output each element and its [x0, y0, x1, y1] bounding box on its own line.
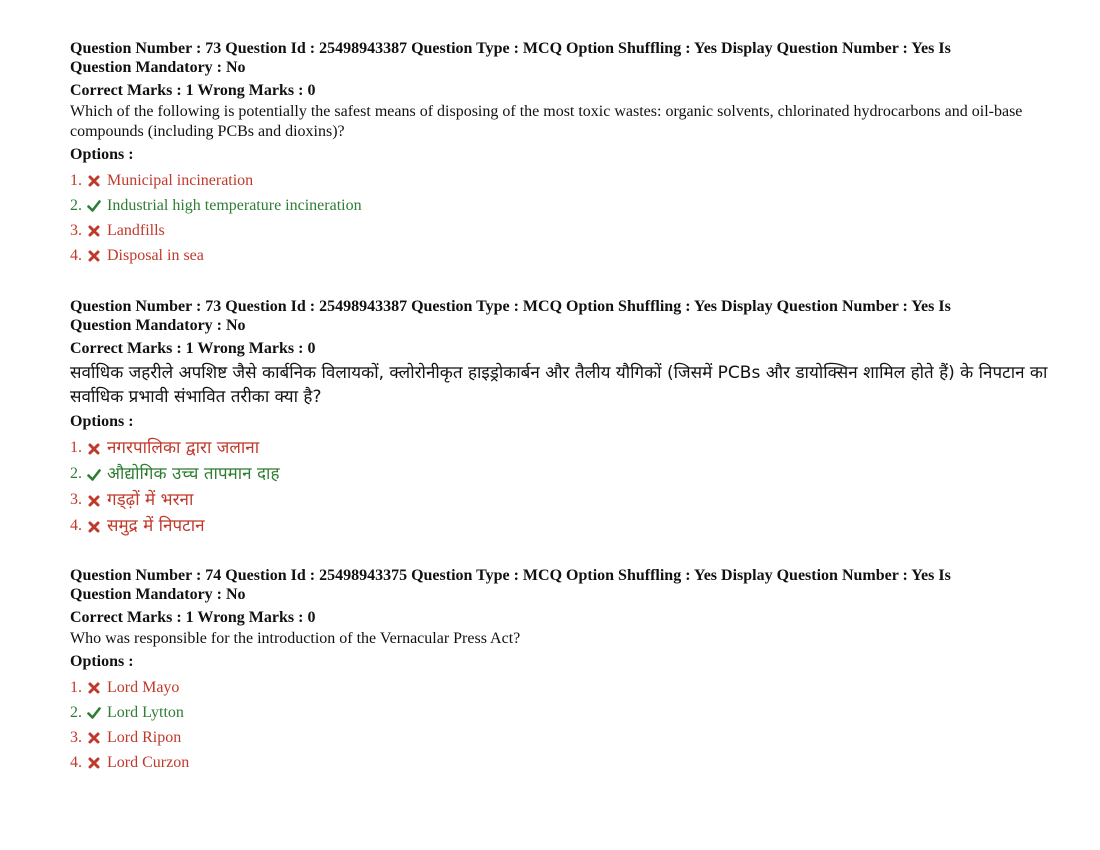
options-list — [70, 168, 1050, 268]
option-item — [70, 461, 1050, 487]
cross-icon — [87, 490, 101, 504]
question-marks: Correct Marks : 1 Wrong Marks : 0 — [70, 340, 316, 357]
option-number: 3. — [70, 729, 82, 746]
cross-icon — [87, 221, 101, 235]
options-label: Options : — [70, 653, 134, 670]
option-text: Lord Curzon — [107, 754, 190, 771]
options-list — [70, 675, 1050, 775]
question-block — [70, 566, 1050, 775]
cross-icon — [87, 728, 101, 742]
option-item — [70, 243, 1050, 268]
option-item — [70, 193, 1050, 218]
question-block — [70, 297, 1050, 539]
option-text: Industrial high temperature incineration — [107, 197, 362, 214]
option-text: Disposal in sea — [107, 247, 204, 264]
question-meta — [70, 566, 1050, 604]
question-block — [70, 39, 1050, 268]
question-meta — [70, 39, 1050, 77]
cross-icon — [87, 246, 101, 260]
option-number: 4. — [70, 517, 82, 534]
question-meta — [70, 297, 1050, 335]
cross-icon — [87, 516, 101, 530]
options-label: Options : — [70, 413, 134, 430]
question-meta-line: Question Number : 73 Question Id : 25498943387 Question Type : MCQ Option Shuffling : Yes Display Question Number : Yes Is — [70, 298, 951, 315]
option-text: समुद्र में निपटान — [107, 516, 205, 536]
option-item — [70, 700, 1050, 725]
option-number: 1. — [70, 439, 82, 456]
question-text: Who was responsible for the introduction of the Vernacular Press Act? — [70, 630, 521, 647]
question-marks: Correct Marks : 1 Wrong Marks : 0 — [70, 609, 316, 626]
option-text: Lord Ripon — [107, 729, 182, 746]
question-text: Which of the following is potentially the safest means of disposing of the most toxic wastes: organic solvents, chlorinated hydrocarbons and oil-base compounds (including PCBs and dioxins)? — [70, 103, 1023, 140]
option-text: Lord Mayo — [107, 679, 180, 696]
check-icon — [87, 464, 101, 478]
option-number: 4. — [70, 247, 82, 264]
option-item — [70, 513, 1050, 539]
options-list — [70, 435, 1050, 539]
option-item — [70, 168, 1050, 193]
question-text: सर्वाधिक जहरीले अपशिष्ट जैसे कार्बनिक विलायकों, क्लोरोनीकृत हाइड्रोकार्बन और तैलीय यौगिकों (जिसमें PCBs और डायोक्सिन शामिल होते हैं) के निपटान का सर्वाधिक प्रभावी संभावित तरीका क्या है? — [70, 363, 1048, 407]
question-meta-line: Question Mandatory : No — [70, 59, 246, 76]
check-icon — [87, 196, 101, 210]
question-meta-line: Question Number : 74 Question Id : 25498943375 Question Type : MCQ Option Shuffling : Yes Display Question Number : Yes Is — [70, 567, 951, 584]
option-text: Municipal incineration — [107, 172, 254, 189]
check-icon — [87, 703, 101, 717]
option-item — [70, 435, 1050, 461]
option-number: 1. — [70, 172, 82, 189]
question-meta-line: Question Mandatory : No — [70, 317, 246, 334]
option-number: 3. — [70, 222, 82, 239]
option-item — [70, 725, 1050, 750]
option-item — [70, 675, 1050, 700]
option-text: गड्ढ़ों में भरना — [107, 490, 194, 510]
cross-icon — [87, 753, 101, 767]
question-meta-line: Question Mandatory : No — [70, 586, 246, 603]
cross-icon — [87, 171, 101, 185]
options-label: Options : — [70, 146, 134, 163]
option-text: नगरपालिका द्वारा जलाना — [107, 438, 260, 458]
option-number: 3. — [70, 491, 82, 508]
cross-icon — [87, 678, 101, 692]
option-number: 2. — [70, 197, 82, 214]
option-text: Landfills — [107, 222, 165, 239]
option-item — [70, 218, 1050, 243]
cross-icon — [87, 438, 101, 452]
option-number: 2. — [70, 704, 82, 721]
option-item — [70, 487, 1050, 513]
option-number: 1. — [70, 679, 82, 696]
question-marks: Correct Marks : 1 Wrong Marks : 0 — [70, 82, 316, 99]
option-number: 4. — [70, 754, 82, 771]
option-item — [70, 750, 1050, 775]
option-text: Lord Lytton — [107, 704, 184, 721]
option-text: औद्योगिक उच्च तापमान दाह — [107, 464, 280, 484]
option-number: 2. — [70, 465, 82, 482]
question-meta-line: Question Number : 73 Question Id : 25498943387 Question Type : MCQ Option Shuffling : Yes Display Question Number : Yes Is — [70, 40, 951, 57]
